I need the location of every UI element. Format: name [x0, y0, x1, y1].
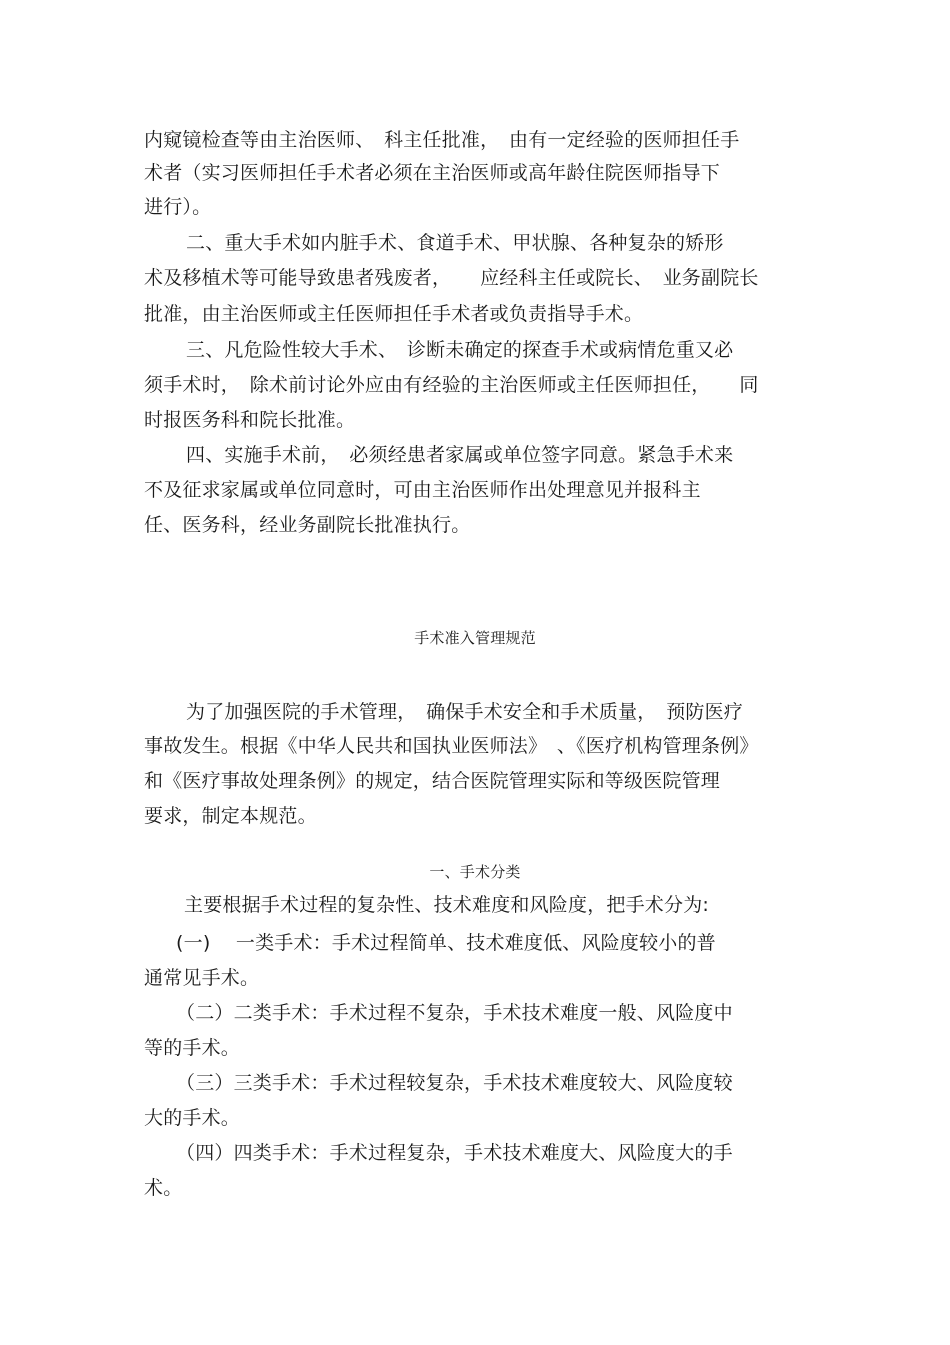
item3-line-1: 三、凡危险性较大手术、 诊断未确定的探查手术或病情危重又必: [186, 339, 734, 361]
class1-line-2: 通常见手术。: [144, 967, 260, 989]
continuation-line-2: 术者（实习医师担任手术者必须在主治医师或高年龄住院医师指导下: [144, 162, 721, 184]
item2-line-3: 批准，由主治医师或主任医师担任手术者或负责指导手术。: [144, 303, 644, 325]
intro-line-4: 要求，制定本规范。: [144, 805, 317, 827]
item4-line-1: 四、实施手术前， 必须经患者家属或单位签字同意。紧急手术来: [186, 444, 734, 466]
intro-line-3: 和《医疗事故处理条例》的规定，结合医院管理实际和等级医院管理: [144, 770, 721, 792]
item2-line-1: 二、重大手术如内脏手术、食道手术、甲状腺、各种复杂的矫形: [186, 232, 724, 254]
class1-line-1: (一) 一类手术：手术过程简单、技术难度低、风险度较小的普: [176, 932, 716, 954]
item4-line-3: 任、医务科，经业务副院长批准执行。: [144, 514, 471, 536]
intro-line-1: 为了加强医院的手术管理， 确保手术安全和手术质量， 预防医疗: [186, 701, 744, 723]
class2-line-2: 等的手术。: [144, 1037, 241, 1059]
item4-line-2: 不及征求家属或单位同意时，可由主治医师作出处理意见并报科主: [144, 479, 701, 501]
item3-line-3: 时报医务科和院长批准。: [144, 409, 356, 431]
classification-lead: 主要根据手术过程的复杂性、技术难度和风险度，把手术分为:: [184, 894, 710, 916]
intro-line-2: 事故发生。根据《中华人民共和国执业医师法》 、《医疗机构管理条例》: [144, 735, 759, 757]
item2-line-2: 术及移植术等可能导致患者残废者， 应经科主任或院长、 业务副院长: [144, 267, 759, 289]
class3-line-1: （三）三类手术：手术过程较复杂，手术技术难度较大、风险度较: [176, 1072, 733, 1094]
section-title: 手术准入管理规范: [414, 629, 536, 647]
class4-line-1: （四）四类手术：手术过程复杂，手术技术难度大、风险度大的手: [176, 1142, 733, 1164]
class4-line-2: 术。: [144, 1177, 183, 1199]
class2-line-1: （二）二类手术：手术过程不复杂，手术技术难度一般、风险度中: [176, 1002, 733, 1024]
continuation-line-1: 内窥镜检查等由主治医师、 科主任批准， 由有一定经验的医师担任手: [144, 129, 740, 151]
item3-line-2: 须手术时， 除术前讨论外应由有经验的主治医师或主任医师担任， 同: [144, 374, 759, 396]
class3-line-2: 大的手术。: [144, 1107, 241, 1129]
subsection-title: 一、手术分类: [429, 863, 521, 881]
continuation-line-3: 进行）。: [144, 196, 212, 218]
